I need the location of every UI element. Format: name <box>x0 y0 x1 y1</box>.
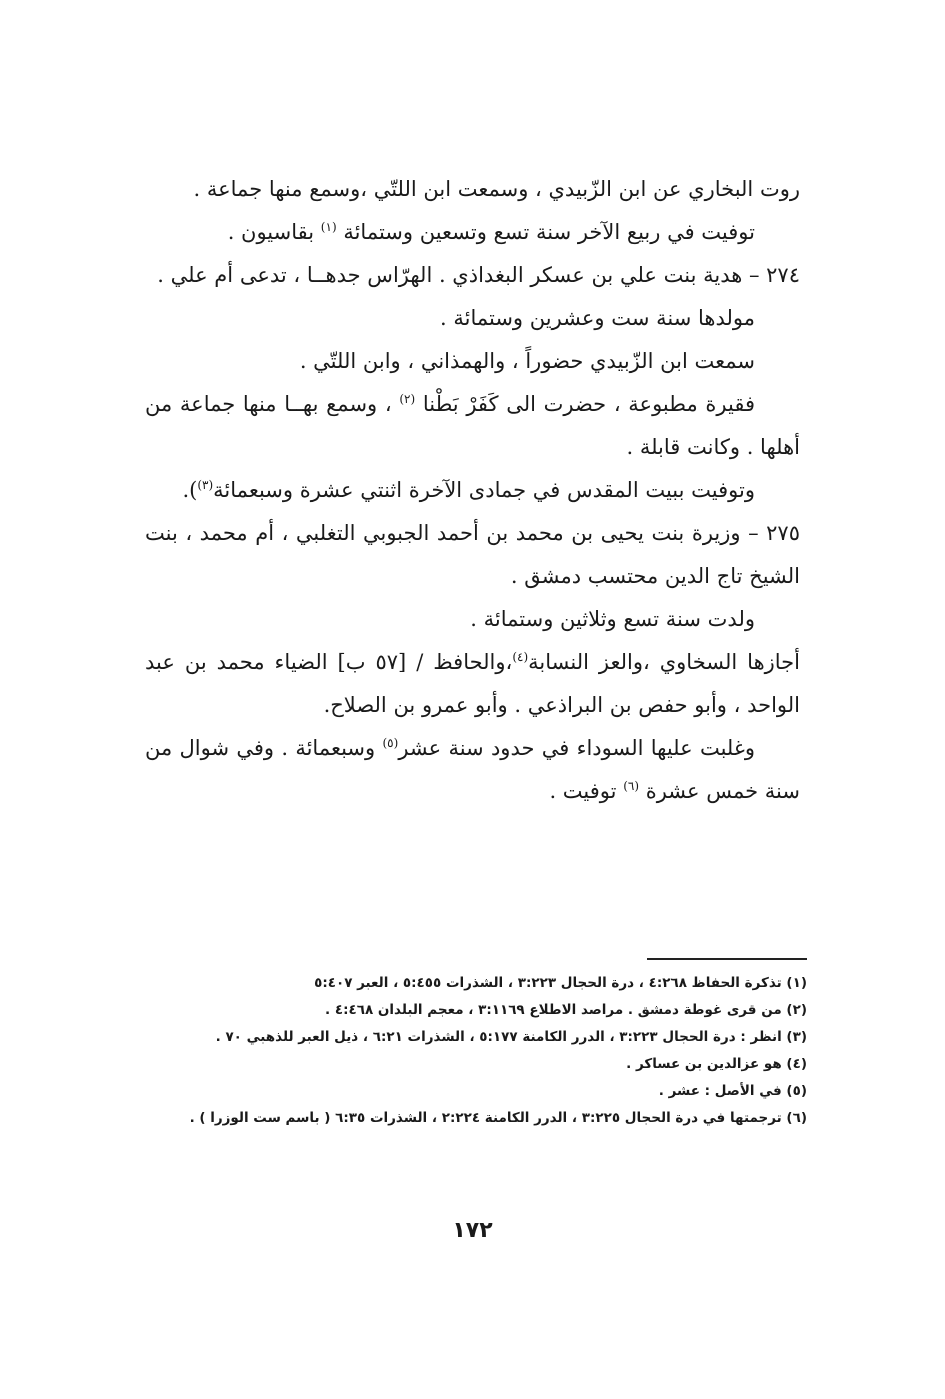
paragraph-6-text-a: فقيرة مطبوعة ، حضرت الى كَفَرْ بَطْنا <box>422 392 755 416</box>
paragraph-7-end: ). <box>182 478 198 502</box>
paragraph-2 <box>145 211 800 254</box>
footnote-4: (٤) هو عزالدين بن عساكر . <box>626 1056 807 1072</box>
footnote-ref-5: (٥) <box>382 736 399 750</box>
paragraph-2-end: بقاسيون . <box>227 220 315 244</box>
paragraph-11-text-a: وغلبت عليها السوداء في حدود سنة عشر <box>398 736 755 760</box>
paragraph-2-text: توفيت في ربيع الآخر سنة تسع وتسعين وستمائة <box>343 220 755 244</box>
main-text-block <box>145 168 800 813</box>
footnote-1: (١) تذكرة الحفاظ ٤:٢٦٨ ، درة الحجال ٣:٢٢٣ ، الشذرات ٥:٤٥٥ ، العبر ٥:٤٠٧ <box>314 975 807 991</box>
footnote-2: (٢) من قرى غوطة دمشق . مراصد الاطلاع ٣:١١٦٩ ، معجم البلدان ٤:٤٦٨ . <box>324 1002 807 1018</box>
paragraph-4: مولدها سنة ست وعشرين وستمائة . <box>440 306 755 330</box>
paragraph-11-text-b: وسبعمائة . وفي شوال من سنة خمس عشرة <box>145 736 800 803</box>
paragraph-9: ولدت سنة تسع وثلاثين وستمائة . <box>470 607 755 631</box>
page-number: ١٧٢ <box>452 1218 493 1243</box>
paragraph-1: روت البخاري عن ابن الزّبيدي ، وسمعت ابن اللتّي ،وسمع منها جماعة . <box>193 177 800 201</box>
footnote-ref-1: (١) <box>320 220 337 234</box>
paragraph-6-text-b: ، وسمع بهــا منها جماعة من أهلها . وكانت قابلة . <box>145 392 800 459</box>
paragraph-11 <box>145 727 800 813</box>
footnote-ref-6: (٦) <box>623 779 640 793</box>
paragraph-6 <box>145 383 800 469</box>
footnote-6: (٦) ترجمتها في درة الحجال ٣:٢٢٥ ، الدرر الكامنة ٢:٢٢٤ ، الشذرات ٦:٣٥ ( باسم ست الوزرا ) . <box>189 1110 807 1126</box>
paragraph-10-text-b: ،والحافظ / [٥٧ ب] الضياء محمد بن عبد الواحد ، وأبو حفص بن البراذعي . وأبو عمرو بن الصلاح. <box>145 650 800 717</box>
footnote-ref-4: (٤) <box>512 650 529 664</box>
footnote-3: (٣) انظر : درة الحجال ٣:٢٢٣ ، الدرر الكامنة ٥:١٧٧ ، الشذرات ٦:٢١ ، ذيل العبر للذهبي ٧٠ . <box>215 1029 807 1045</box>
paragraph-10 <box>145 641 800 727</box>
paragraph-7-text: وتوفيت ببيت المقدس في جمادى الآخرة اثنتي عشرة وسبعمائة <box>213 478 755 502</box>
paragraph-7 <box>145 469 800 512</box>
footnote-5: (٥) في الأصل : عشر . <box>658 1083 807 1099</box>
paragraph-10-text-a: أجازها السخاوي ،والعز النسابة <box>528 650 801 674</box>
footnotes <box>135 970 807 1132</box>
footnote-ref-2: (٢) <box>399 392 416 406</box>
entry-275: ٢٧٥ – وزيرة بنت يحيى بن محمد بن أحمد الجبوبي التغلبي ، أم محمد ، بنت الشيخ تاج الدين محتسب دمشق . <box>145 521 800 588</box>
paragraph-5: سمعت ابن الزّبيدي حضوراً ، والهمذاني ، وابن اللتّي . <box>299 349 755 373</box>
footnote-separator <box>647 958 807 960</box>
entry-274: ٢٧٤ – هدية بنت علي بن عسكر البغداذي . الهرّاس جدهــا ، تدعى أم علي . <box>157 263 800 287</box>
paragraph-11-text-c: توفيت . <box>549 779 617 803</box>
footnote-ref-3: (٣) <box>197 478 214 492</box>
